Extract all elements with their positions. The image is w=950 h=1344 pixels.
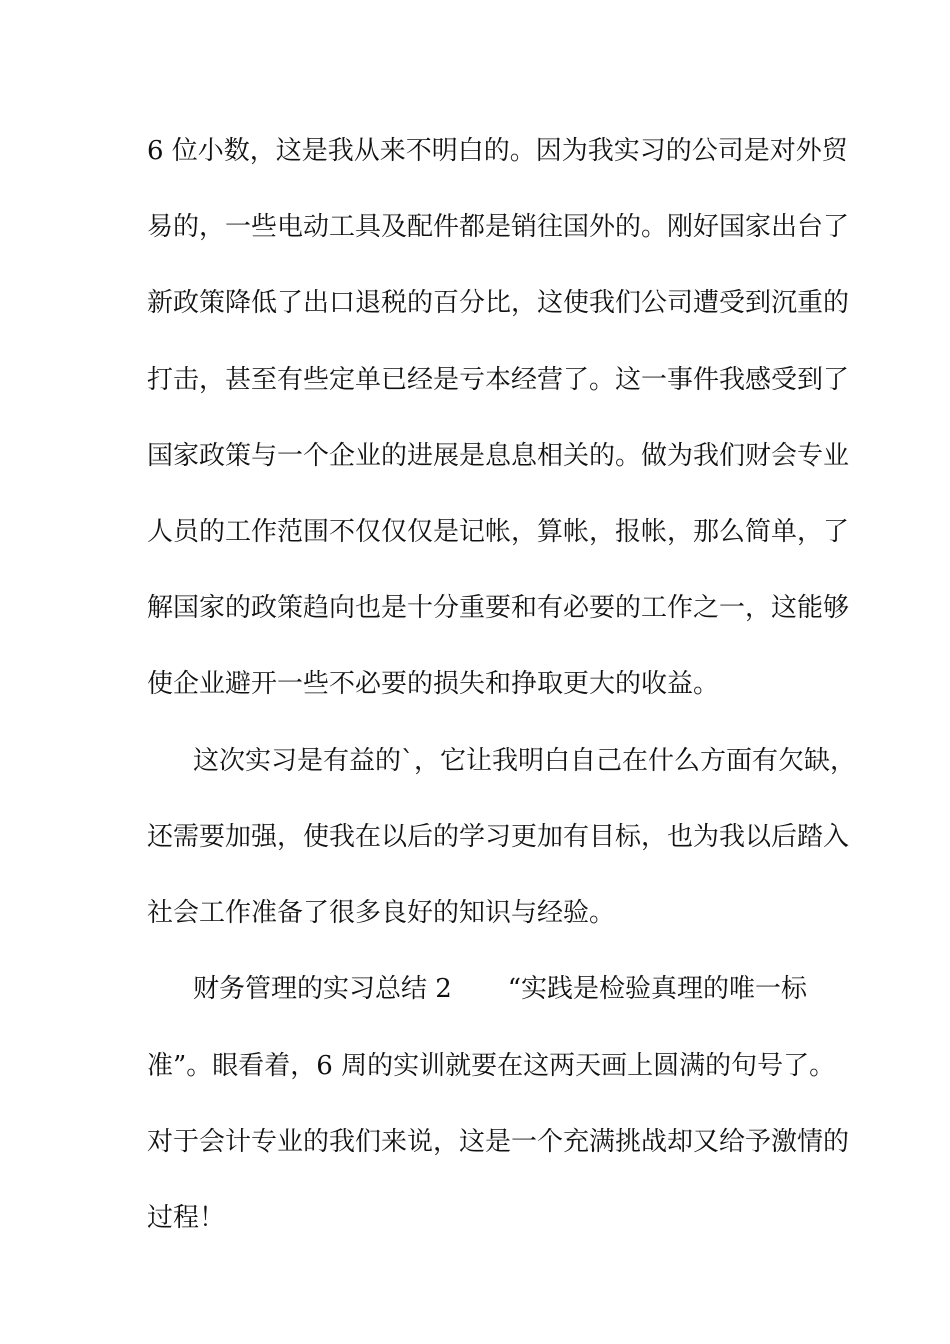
paragraph-line: 6 位小数，这是我从来不明白的。因为我实习的公司是对外贸 <box>147 136 848 166</box>
paragraph-line: 打击，甚至有些定单已经是亏本经营了。这一事件我感受到了 <box>147 365 850 395</box>
paragraph-line: 准”。眼看着，6 周的实训就要在这两天画上圆满的句号了。 <box>147 1051 836 1081</box>
paragraph-line: 社会工作准备了很多良好的知识与经验。 <box>147 898 616 928</box>
paragraph-line: 易的，一些电动工具及配件都是销往国外的。刚好国家出台了 <box>147 212 850 242</box>
paragraph-line: 这次实习是有益的`，它让我明白自己在什么方面有欠缺， <box>193 746 857 776</box>
paragraph-line: 使企业避开一些不必要的损失和挣取更大的收益。 <box>147 669 720 699</box>
paragraph-line: “实践是检验真理的唯一标 <box>507 974 807 1004</box>
paragraph-line: 新政策降低了出口退税的百分比，这使我们公司遭受到沉重的 <box>147 288 850 318</box>
section-heading-line <box>193 969 807 1009</box>
paragraph-line: 还需要加强，使我在以后的学习更加有目标，也为我以后踏入 <box>147 822 850 852</box>
paragraph-line: 对于会计专业的我们来说，这是一个充满挑战却又给予激情的 <box>147 1127 850 1157</box>
paragraph-line: 解国家的政策趋向也是十分重要和有必要的工作之一，这能够 <box>147 593 850 623</box>
paragraph-line: 过程！ <box>147 1203 226 1233</box>
section-title: 财务管理的实习总结 2 <box>193 974 452 1004</box>
paragraph-line: 国家政策与一个企业的进展是息息相关的。做为我们财会专业 <box>147 441 850 471</box>
paragraph-line: 人员的工作范围不仅仅仅是记帐，算帐，报帐，那么简单，了 <box>147 517 850 547</box>
